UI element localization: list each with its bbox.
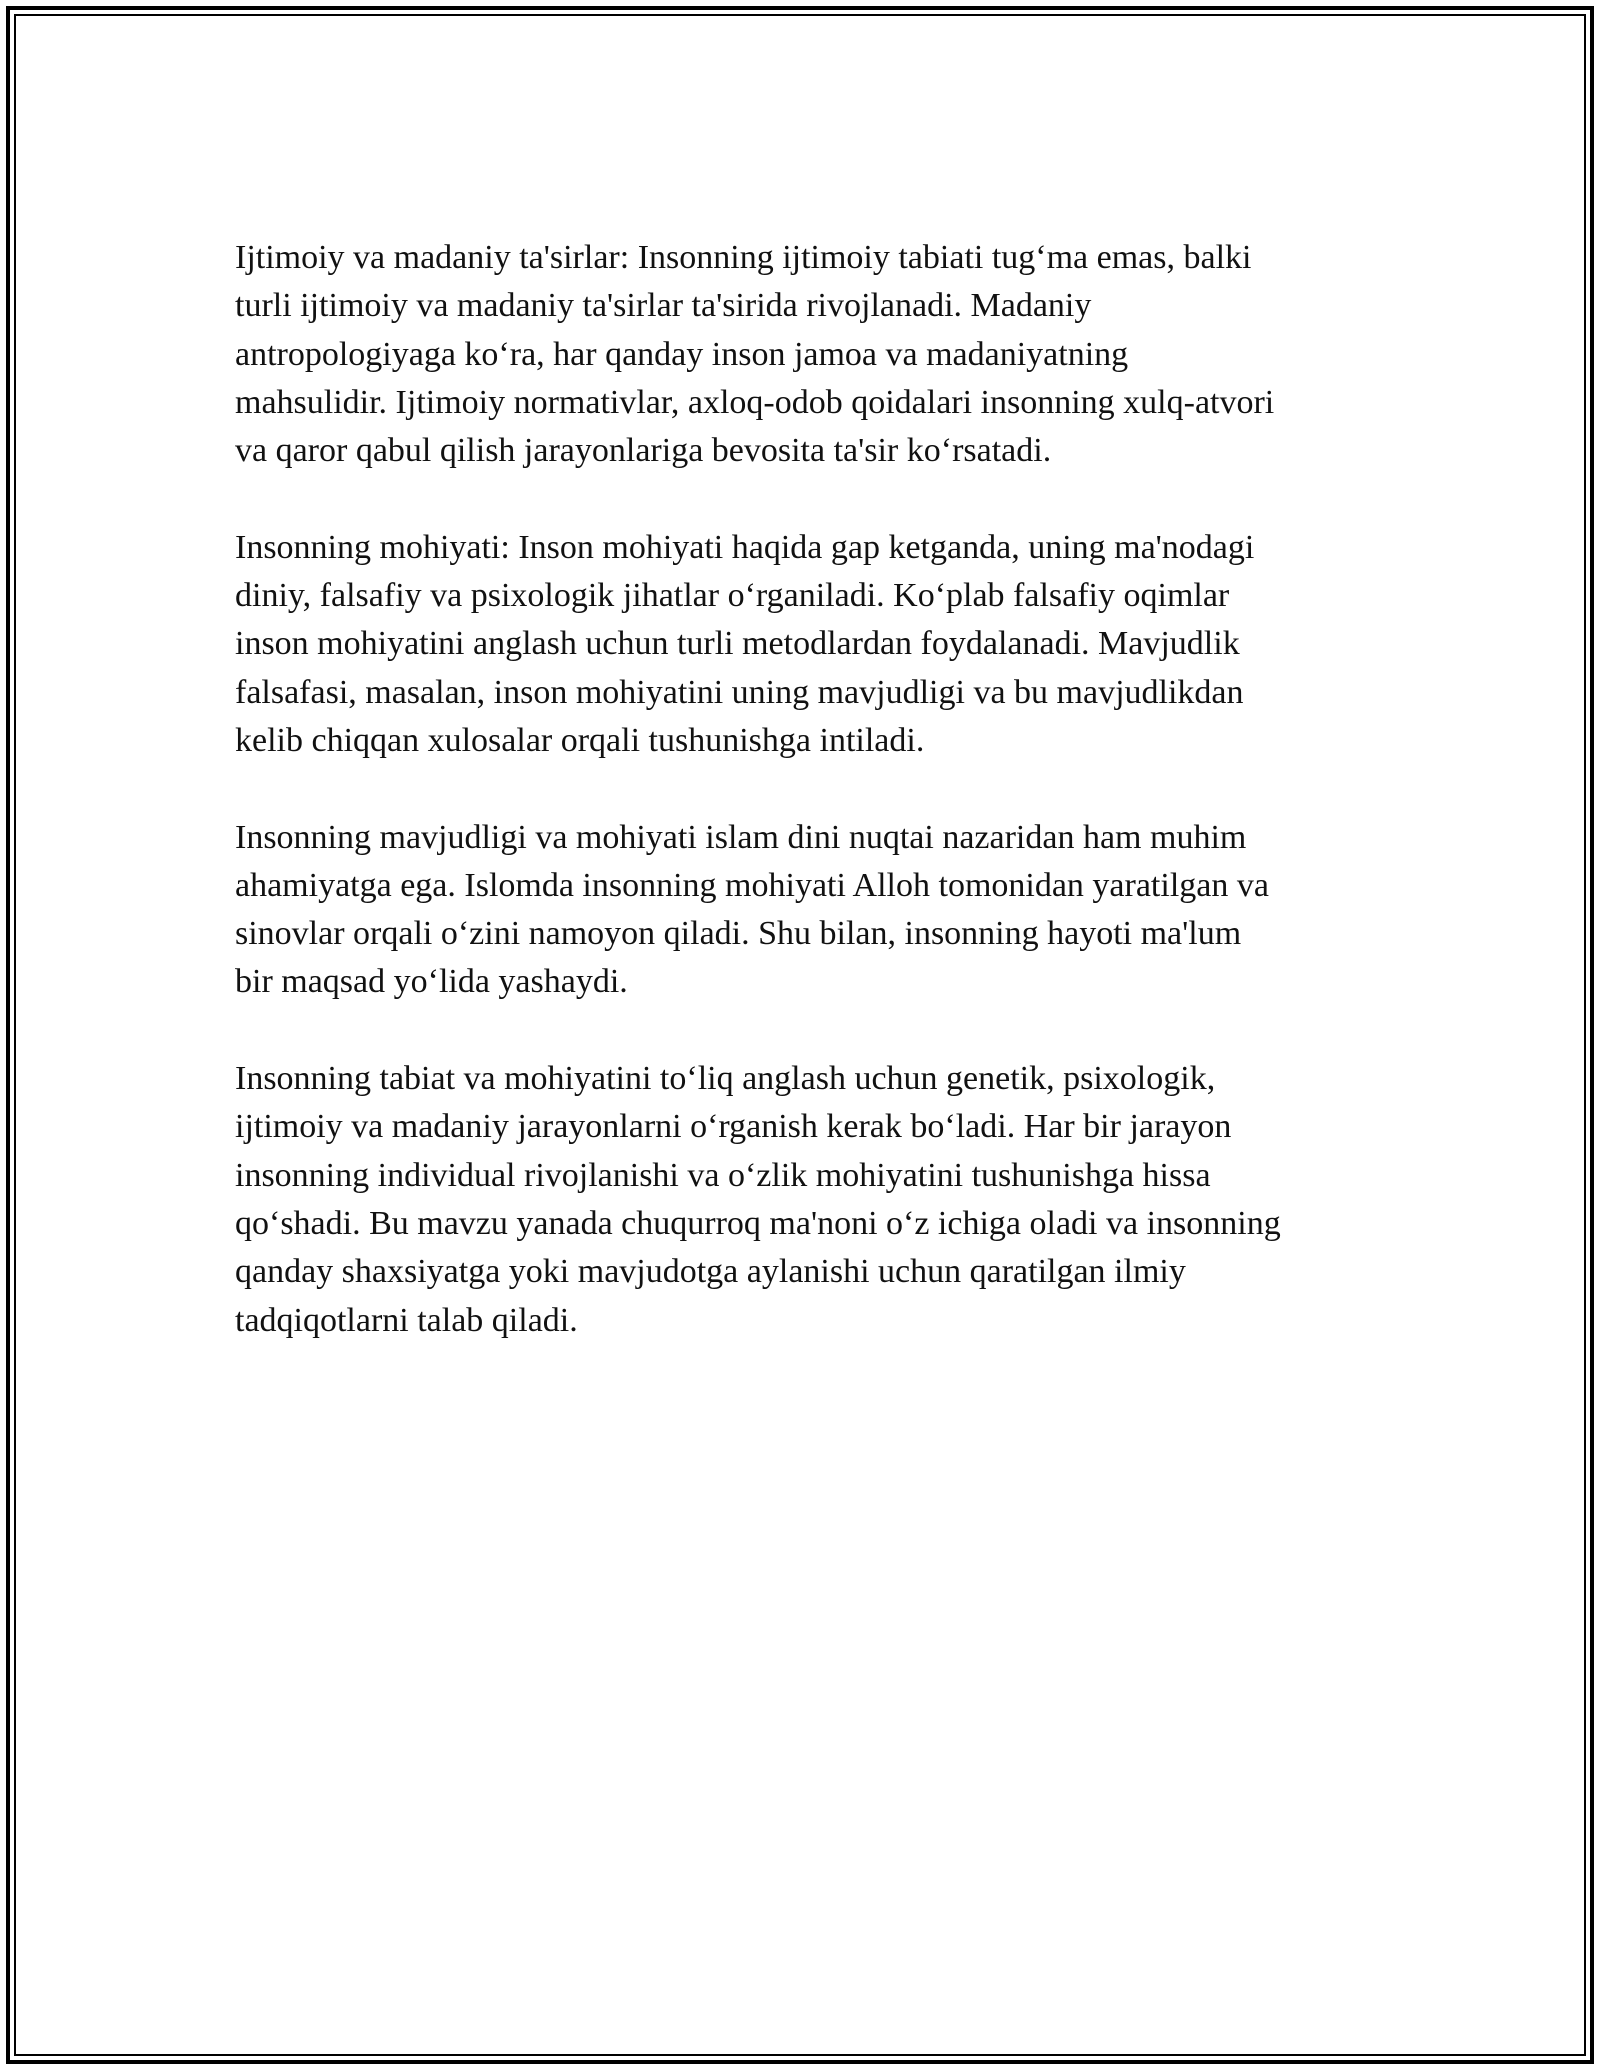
paragraph-human-essence: Insonning mohiyati: Inson mohiyati haqida gap ketganda, uning ma'nodagi diniy, falsafiy va psixologik jihatlar o‘rganiladi. Ko‘plab falsafiy oqimlar inson mohiyatini anglash uchun turli metodlardan foydalanadi. Mavjudlik falsafasi, masalan, inson mohiyatini uning mavjudligi va bu mavjudlikdan kelib chiqqan xulosalar orqali tushunishga intiladi. — [235, 528, 1255, 759]
document-body — [235, 234, 1375, 1393]
paragraph-full-understanding: Insonning tabiat va mohiyatini to‘liq anglash uchun genetik, psixologik, ijtimoiy va madaniy jarayonlarni o‘rganish kerak bo‘ladi. Har bir jarayon insonning individual rivojlanishi va o‘zlik mohiyatini tushunishga hissa qo‘shadi. Bu mavzu yanada chuqurroq ma'noni o‘z ichiga oladi va insonning qanday shaxsiyatga yoki mavjudotga aylanishi uchun qaratilgan ilmiy tadqiqotlarni talab qiladi. — [235, 1060, 1281, 1339]
paragraph-islamic-perspective: Insonning mavjudligi va mohiyati islam dini nuqtai nazaridan ham muhim ahamiyatga ega. Islomda insonning mohiyati Alloh tomonidan yaratilgan va sinovlar orqali o‘zini namoyon qiladi. Shu bilan, insonning hayoti ma'lum bir maqsad yo‘lida yashaydi. — [235, 818, 1269, 1001]
paragraph-social-cultural-influences: Ijtimoiy va madaniy ta'sirlar: Insonning ijtimoiy tabiati tug‘ma emas, balki turli ijtimoiy va madaniy ta'sirlar ta'sirida rivojlanadi. Madaniy antropologiyaga ko‘ra, har qanday inson jamoa va madaniyatning mahsulidir. Ijtimoiy normativlar, axloq-odob qoidalari insonning xulq-atvori va qaror qabul qilish jarayonlariga bevosita ta'sir ko‘rsatadi. — [235, 239, 1275, 470]
